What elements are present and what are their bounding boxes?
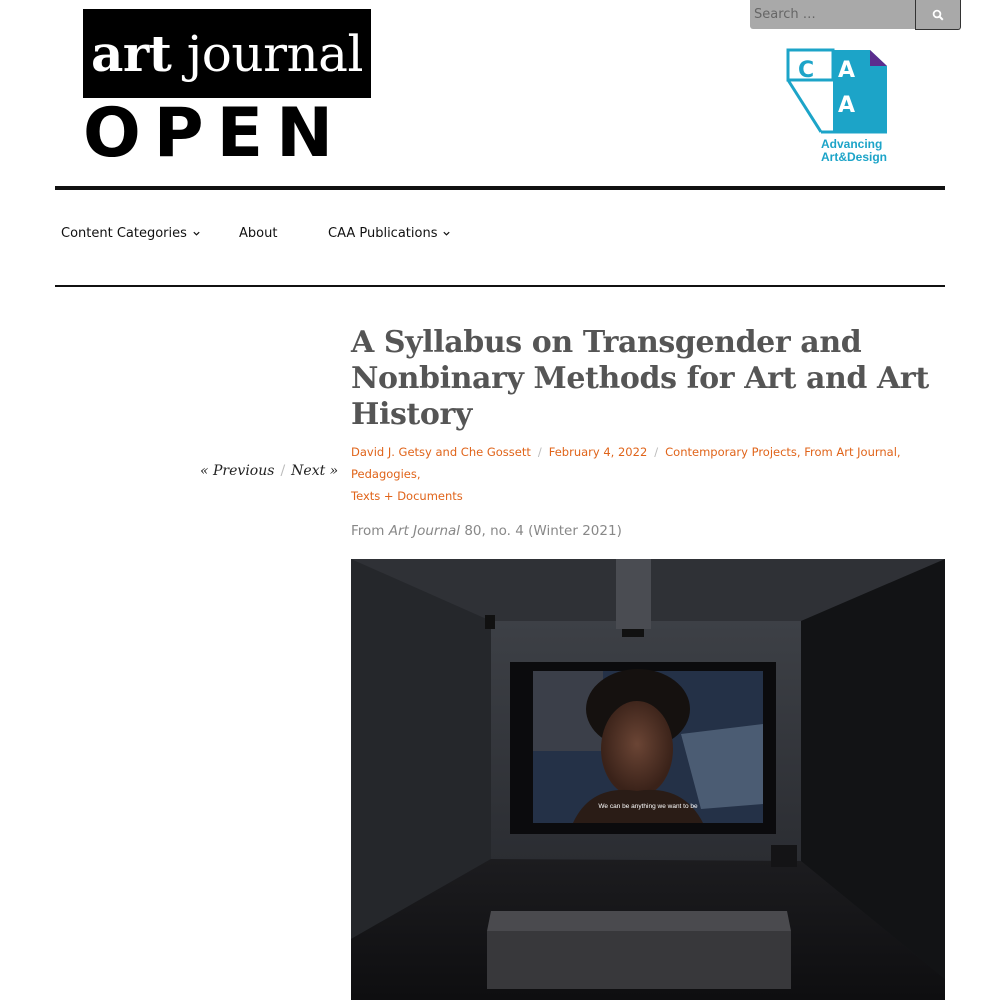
article-title: A Syllabus on Transgender and Nonbinary Methods for Art and Art History [351, 325, 929, 432]
article-meta: David J. Getsy and Che Gossett / February 4, 2022 / Contemporary Projects, From Art Journal, Pedagogies, Texts + Documents [351, 445, 901, 503]
caa-tagline-line2: Art&Design [821, 150, 888, 164]
search-button[interactable] [915, 0, 961, 30]
video-subtitle: We can be anything we want to be [598, 803, 698, 810]
search-icon [932, 9, 944, 21]
caa-letter-c: C [798, 58, 815, 83]
caa-letter-a1: A [838, 58, 856, 83]
category-link[interactable]: Texts + Documents [351, 489, 463, 503]
caa-letter-a2: A [838, 93, 856, 118]
article-hero-image[interactable] [351, 559, 945, 1000]
chevron-down-icon [192, 229, 201, 238]
nav-about[interactable] [239, 226, 277, 241]
nav-item-label: CAA Publications [328, 226, 438, 241]
search-input[interactable] [750, 0, 915, 29]
meta-separator: / [654, 445, 659, 459]
next-post-link[interactable]: Next » [291, 463, 339, 479]
date-link[interactable]: February 4, 2022 [548, 445, 648, 459]
caa-tagline [785, 138, 922, 164]
logo-wordmark-top: art journal [83, 9, 371, 98]
nav-item-label: About [239, 226, 278, 241]
author-link[interactable]: David J. Getsy and Che Gossett [351, 445, 531, 459]
previous-post-link[interactable]: « Previous [200, 463, 275, 479]
caa-tagline-line1: Advancing [821, 137, 883, 151]
chevron-down-icon [442, 229, 451, 238]
gallery-installation-image [351, 559, 945, 1000]
post-nav-separator: / [280, 463, 286, 479]
category-link[interactable]: Contemporary Projects [665, 445, 797, 459]
nav-divider [55, 285, 945, 287]
nav-item-label: Content Categories [61, 226, 187, 241]
category-link[interactable]: From Art Journal [804, 445, 897, 459]
nav-caa-publications[interactable] [328, 226, 451, 241]
nav-content-categories[interactable] [61, 226, 201, 241]
site-logo[interactable] [83, 9, 371, 163]
post-navigation [200, 463, 339, 479]
meta-separator: / [537, 445, 542, 459]
source-citation: From Art Journal 80, no. 4 (Winter 2021) [351, 523, 622, 539]
journal-name: Art Journal [388, 523, 461, 539]
logo-wordmark-bottom: OPEN [83, 98, 347, 163]
category-link[interactable]: Pedagogies [351, 467, 417, 481]
header-divider [55, 186, 945, 190]
